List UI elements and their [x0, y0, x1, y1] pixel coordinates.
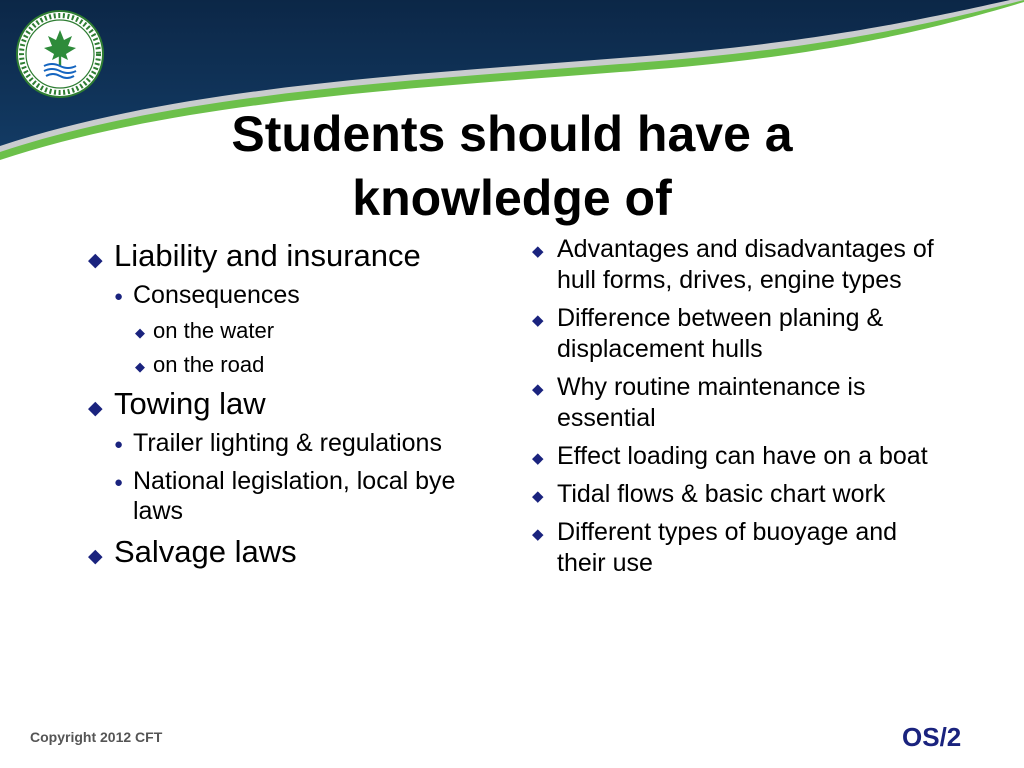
- list-item-label: Why routine maintenance is essential: [557, 373, 866, 432]
- list-item: [88, 534, 498, 570]
- copyright-notice: Copyright 2012 CFT: [30, 729, 163, 745]
- list-item-label: Liability and insurance: [114, 238, 421, 273]
- diamond-bullet-icon: ◆: [88, 250, 103, 271]
- left-column: [88, 234, 498, 576]
- diamond-bullet-icon: ◆: [532, 450, 544, 467]
- list-item-label: Effect loading can have on a boat: [557, 442, 928, 470]
- list-item: [88, 428, 498, 458]
- list-item: [532, 479, 942, 510]
- list-item: [88, 280, 498, 310]
- dot-bullet-icon: ●: [114, 436, 124, 453]
- slide-title: [0, 102, 1024, 230]
- list-item: [88, 318, 498, 344]
- list-item: [532, 441, 942, 472]
- diamond-bullet-icon: ◆: [532, 381, 544, 398]
- diamond-bullet-icon: ◆: [88, 398, 103, 419]
- list-item: [532, 517, 942, 579]
- right-column: [532, 234, 942, 586]
- list-item: [532, 234, 942, 296]
- slide-number: OS/2: [902, 722, 962, 752]
- list-item-label: Consequences: [133, 281, 300, 309]
- slide-title-line-1: Students should have a: [231, 106, 793, 162]
- list-item-label: Towing law: [114, 386, 266, 421]
- diamond-bullet-icon: ◆: [532, 243, 544, 260]
- list-item: [88, 352, 498, 378]
- list-item: [532, 303, 942, 365]
- list-item-label: on the water: [153, 318, 275, 343]
- list-item: [532, 372, 942, 434]
- list-item-label: Different types of buoyage and their use: [557, 518, 898, 577]
- dot-bullet-icon: ●: [114, 474, 124, 491]
- diamond-bullet-icon: ◆: [135, 325, 145, 340]
- list-item: [88, 386, 498, 422]
- dot-bullet-icon: ●: [114, 288, 124, 305]
- list-item: [88, 466, 498, 526]
- diamond-bullet-icon: ◆: [532, 312, 544, 329]
- slide-title-line-2: knowledge of: [352, 170, 672, 226]
- list-item-label: Advantages and disadvantages of hull forms, drives, engine types: [557, 235, 934, 294]
- diamond-bullet-icon: ◆: [88, 546, 103, 567]
- list-item-label: National legislation, local bye laws: [133, 467, 456, 525]
- list-item-label: Trailer lighting & regulations: [133, 429, 442, 457]
- diamond-bullet-icon: ◆: [135, 359, 145, 374]
- list-item-label: Salvage laws: [114, 534, 297, 569]
- diamond-bullet-icon: ◆: [532, 526, 544, 543]
- list-item: [88, 238, 498, 274]
- list-item-label: on the road: [153, 352, 265, 377]
- list-item-label: Difference between planing & displacement hulls: [557, 304, 884, 363]
- list-item-label: Tidal flows & basic chart work: [557, 480, 886, 508]
- council-logo: [16, 10, 104, 98]
- diamond-bullet-icon: ◆: [532, 488, 544, 505]
